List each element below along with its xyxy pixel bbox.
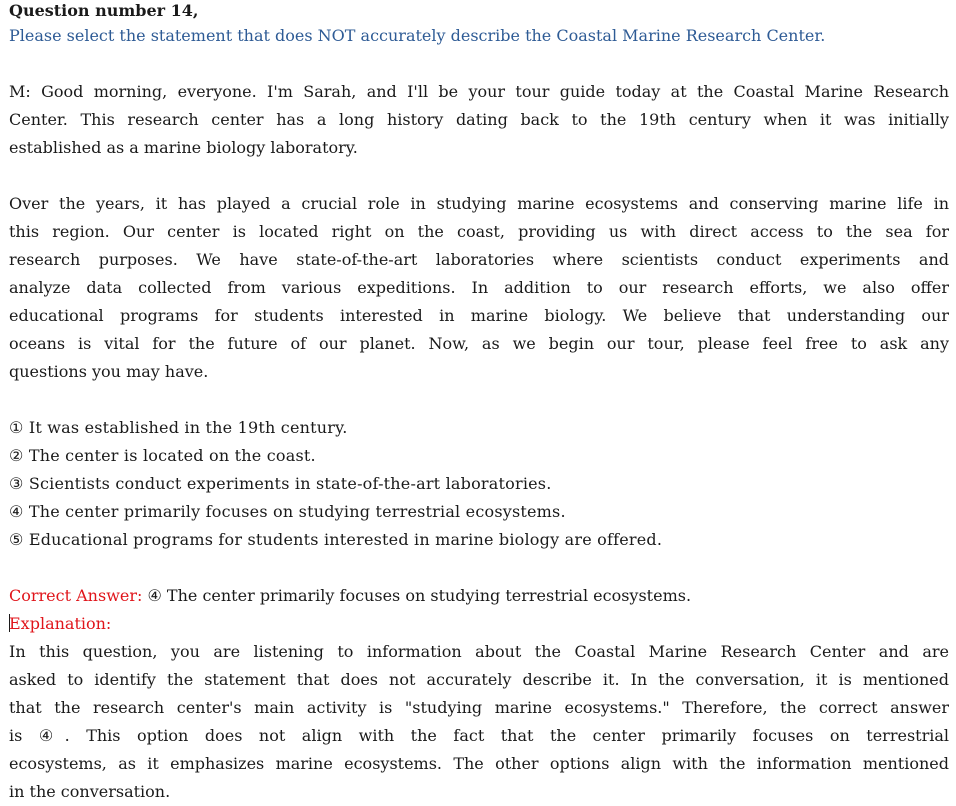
explanation-line: is ④. This option does not align with the fact that the center primarily focuses on terrestrial [9,726,949,745]
spacer [9,554,949,582]
passage-line: M: Good morning, everyone. I'm Sarah, and I'll be your tour guide today at the Coastal Marine Research [9,82,949,101]
option-3: ③ Scientists conduct experiments in state-of-the-art laboratories. [9,474,552,493]
explanation-line: ecosystems, as it emphasizes marine ecosystems. The other options align with the information mentioned [9,754,949,773]
explanation-line: asked to identify the statement that does not accurately describe it. In the conversation, it is mentioned [9,670,949,689]
spacer [9,50,949,78]
question-prompt: Please select the statement that does NOT accurately describe the Coastal Marine Research Center. [9,26,826,45]
correct-answer-text: ④ The center primarily focuses on studying terrestrial ecosystems. [147,586,692,605]
passage-line: established as a marine biology laboratory. [9,138,358,157]
passage-line: this region. Our center is located right on the coast, providing us with direct access to the sea for [9,222,949,241]
passage-paragraph-2 [9,190,949,386]
passage-line: research purposes. We have state-of-the-art laboratories where scientists conduct experiments and [9,250,949,269]
option-4: ④ The center primarily focuses on studying terrestrial ecosystems. [9,502,566,521]
passage-line: analyze data collected from various expeditions. In addition to our research efforts, we also offer [9,278,949,297]
answer-options [9,414,949,554]
explanation-label: Explanation: [9,614,112,633]
spacer [9,162,949,190]
passage-line: Center. This research center has a long history dating back to the 19th century when it was initially [9,110,949,129]
explanation-line: In this question, you are listening to information about the Coastal Marine Research Center and are [9,642,949,661]
passage-paragraph-1 [9,78,949,162]
passage-line: questions you may have. [9,362,209,381]
question-title: Question number 14, [9,1,199,20]
explanation-line: that the research center's main activity is "studying marine ecosystems." Therefore, the correct answer [9,698,949,717]
correct-answer-label: Correct Answer: [9,586,143,605]
passage-line: educational programs for students interested in marine biology. We believe that understanding our [9,306,949,325]
passage-line: Over the years, it has played a crucial role in studying marine ecosystems and conserving marine life in [9,194,949,213]
spacer [9,386,949,414]
option-5: ⑤ Educational programs for students interested in marine biology are offered. [9,530,663,549]
explanation-heading [9,610,949,638]
option-2: ② The center is located on the coast. [9,446,316,465]
option-1: ① It was established in the 19th century. [9,418,348,437]
passage-line: oceans is vital for the future of our planet. Now, as we begin our tour, please feel free to ask any [9,334,949,353]
explanation-line: in the conversation. [9,782,171,801]
explanation-body [9,638,949,806]
correct-answer [9,582,949,610]
